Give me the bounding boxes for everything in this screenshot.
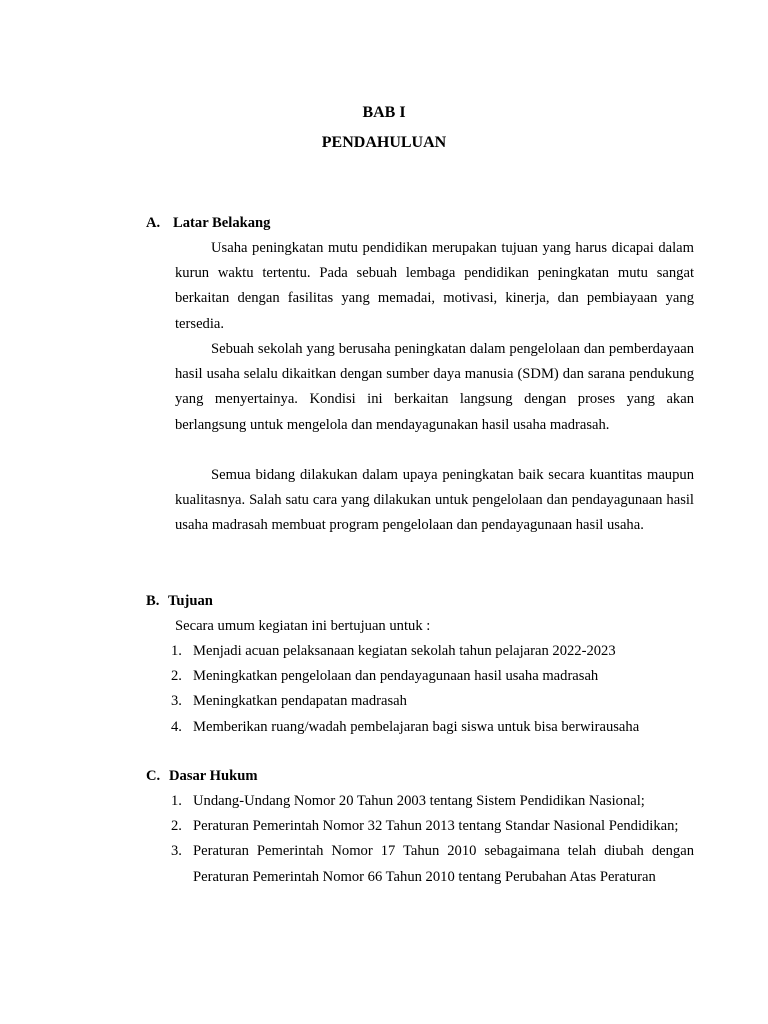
list-item [171,715,694,740]
list-number: 3. [171,843,182,860]
paragraph: Semua bidang dilakukan dalam upaya peningkatan baik secara kuantitas maupun kualitasnya. Salah satu cara yang dilakukan untuk pengelolaan dan pendayagunaan hasil usaha madrasah membuat program pengelolaan dan pendayagunaan hasil usaha. [175,467,694,534]
paragraph: Sebuah sekolah yang berusaha peningkatan dalam pengelolaan dan pemberdayaan hasil usaha selalu dikaitkan dengan sumber daya manusia (SDM) dan sarana pendukung yang menyertainya. Kondisi ini berkaitan langsung dengan proses yang akan berlangsung untuk mengelola dan mendayagunakan hasil usaha madrasah. [175,341,694,433]
list-item-text: Menjadi acuan pelaksanaan kegiatan sekolah tahun pelajaran 2022-2023 [193,643,616,659]
dasar-hukum-list [171,789,694,890]
list-number: 2. [171,668,182,685]
list-item [171,814,694,839]
list-item [171,639,694,664]
list-number: 1. [171,643,182,659]
tujuan-list [171,639,694,740]
chapter-title: PENDAHULUAN [321,134,447,151]
tujuan-intro-text: Secara umum kegiatan ini bertujuan untuk : [175,618,431,634]
section-letter: A. [146,215,161,231]
section-letter: C. [146,768,161,784]
section-title: Tujuan [168,593,213,609]
list-item [171,839,694,889]
section-heading-tujuan [146,593,213,610]
list-number: 2. [171,818,182,835]
list-item [171,789,694,814]
list-item [171,689,694,714]
list-number: 3. [171,693,182,710]
section-heading-latar-belakang [146,215,270,232]
chapter-number: BAB I [362,104,406,121]
list-item-text: Peraturan Pemerintah Nomor 17 Tahun 2010 sebagaimana telah diubah dengan Peraturan Pemerintah Nomor 66 Tahun 2010 tentang Perubahan Atas Peraturan [193,843,694,885]
list-item-text: Meningkatkan pengelolaan dan pendayagunaan hasil usaha madrasah [193,668,599,685]
list-item-text: Undang-Undang Nomor 20 Tahun 2003 tentang Sistem Pendidikan Nasional; [193,793,645,809]
list-item-text: Memberikan ruang/wadah pembelajaran bagi siswa untuk bisa berwirausaha [193,718,640,735]
list-item [171,664,694,689]
list-number: 1. [171,793,182,809]
section-heading-dasar-hukum [146,768,258,785]
section-title: Dasar Hukum [169,768,258,784]
section-title: Latar Belakang [173,215,271,231]
paragraph: Usaha peningkatan mutu pendidikan merupakan tujuan yang harus dicapai dalam kurun waktu tertentu. Pada sebuah lembaga pendidikan peningkatan mutu sangat berkaitan dengan fasilitas yang memadai, motivasi, kinerja, dan pembiayaan yang tersedia. [175,240,694,332]
list-item-text: Meningkatkan pendapatan madrasah [193,693,407,710]
section-letter: B. [146,593,160,609]
list-item-text: Peraturan Pemerintah Nomor 32 Tahun 2013 tentang Standar Nasional Pendidikan; [193,818,679,835]
list-number: 4. [171,718,182,735]
